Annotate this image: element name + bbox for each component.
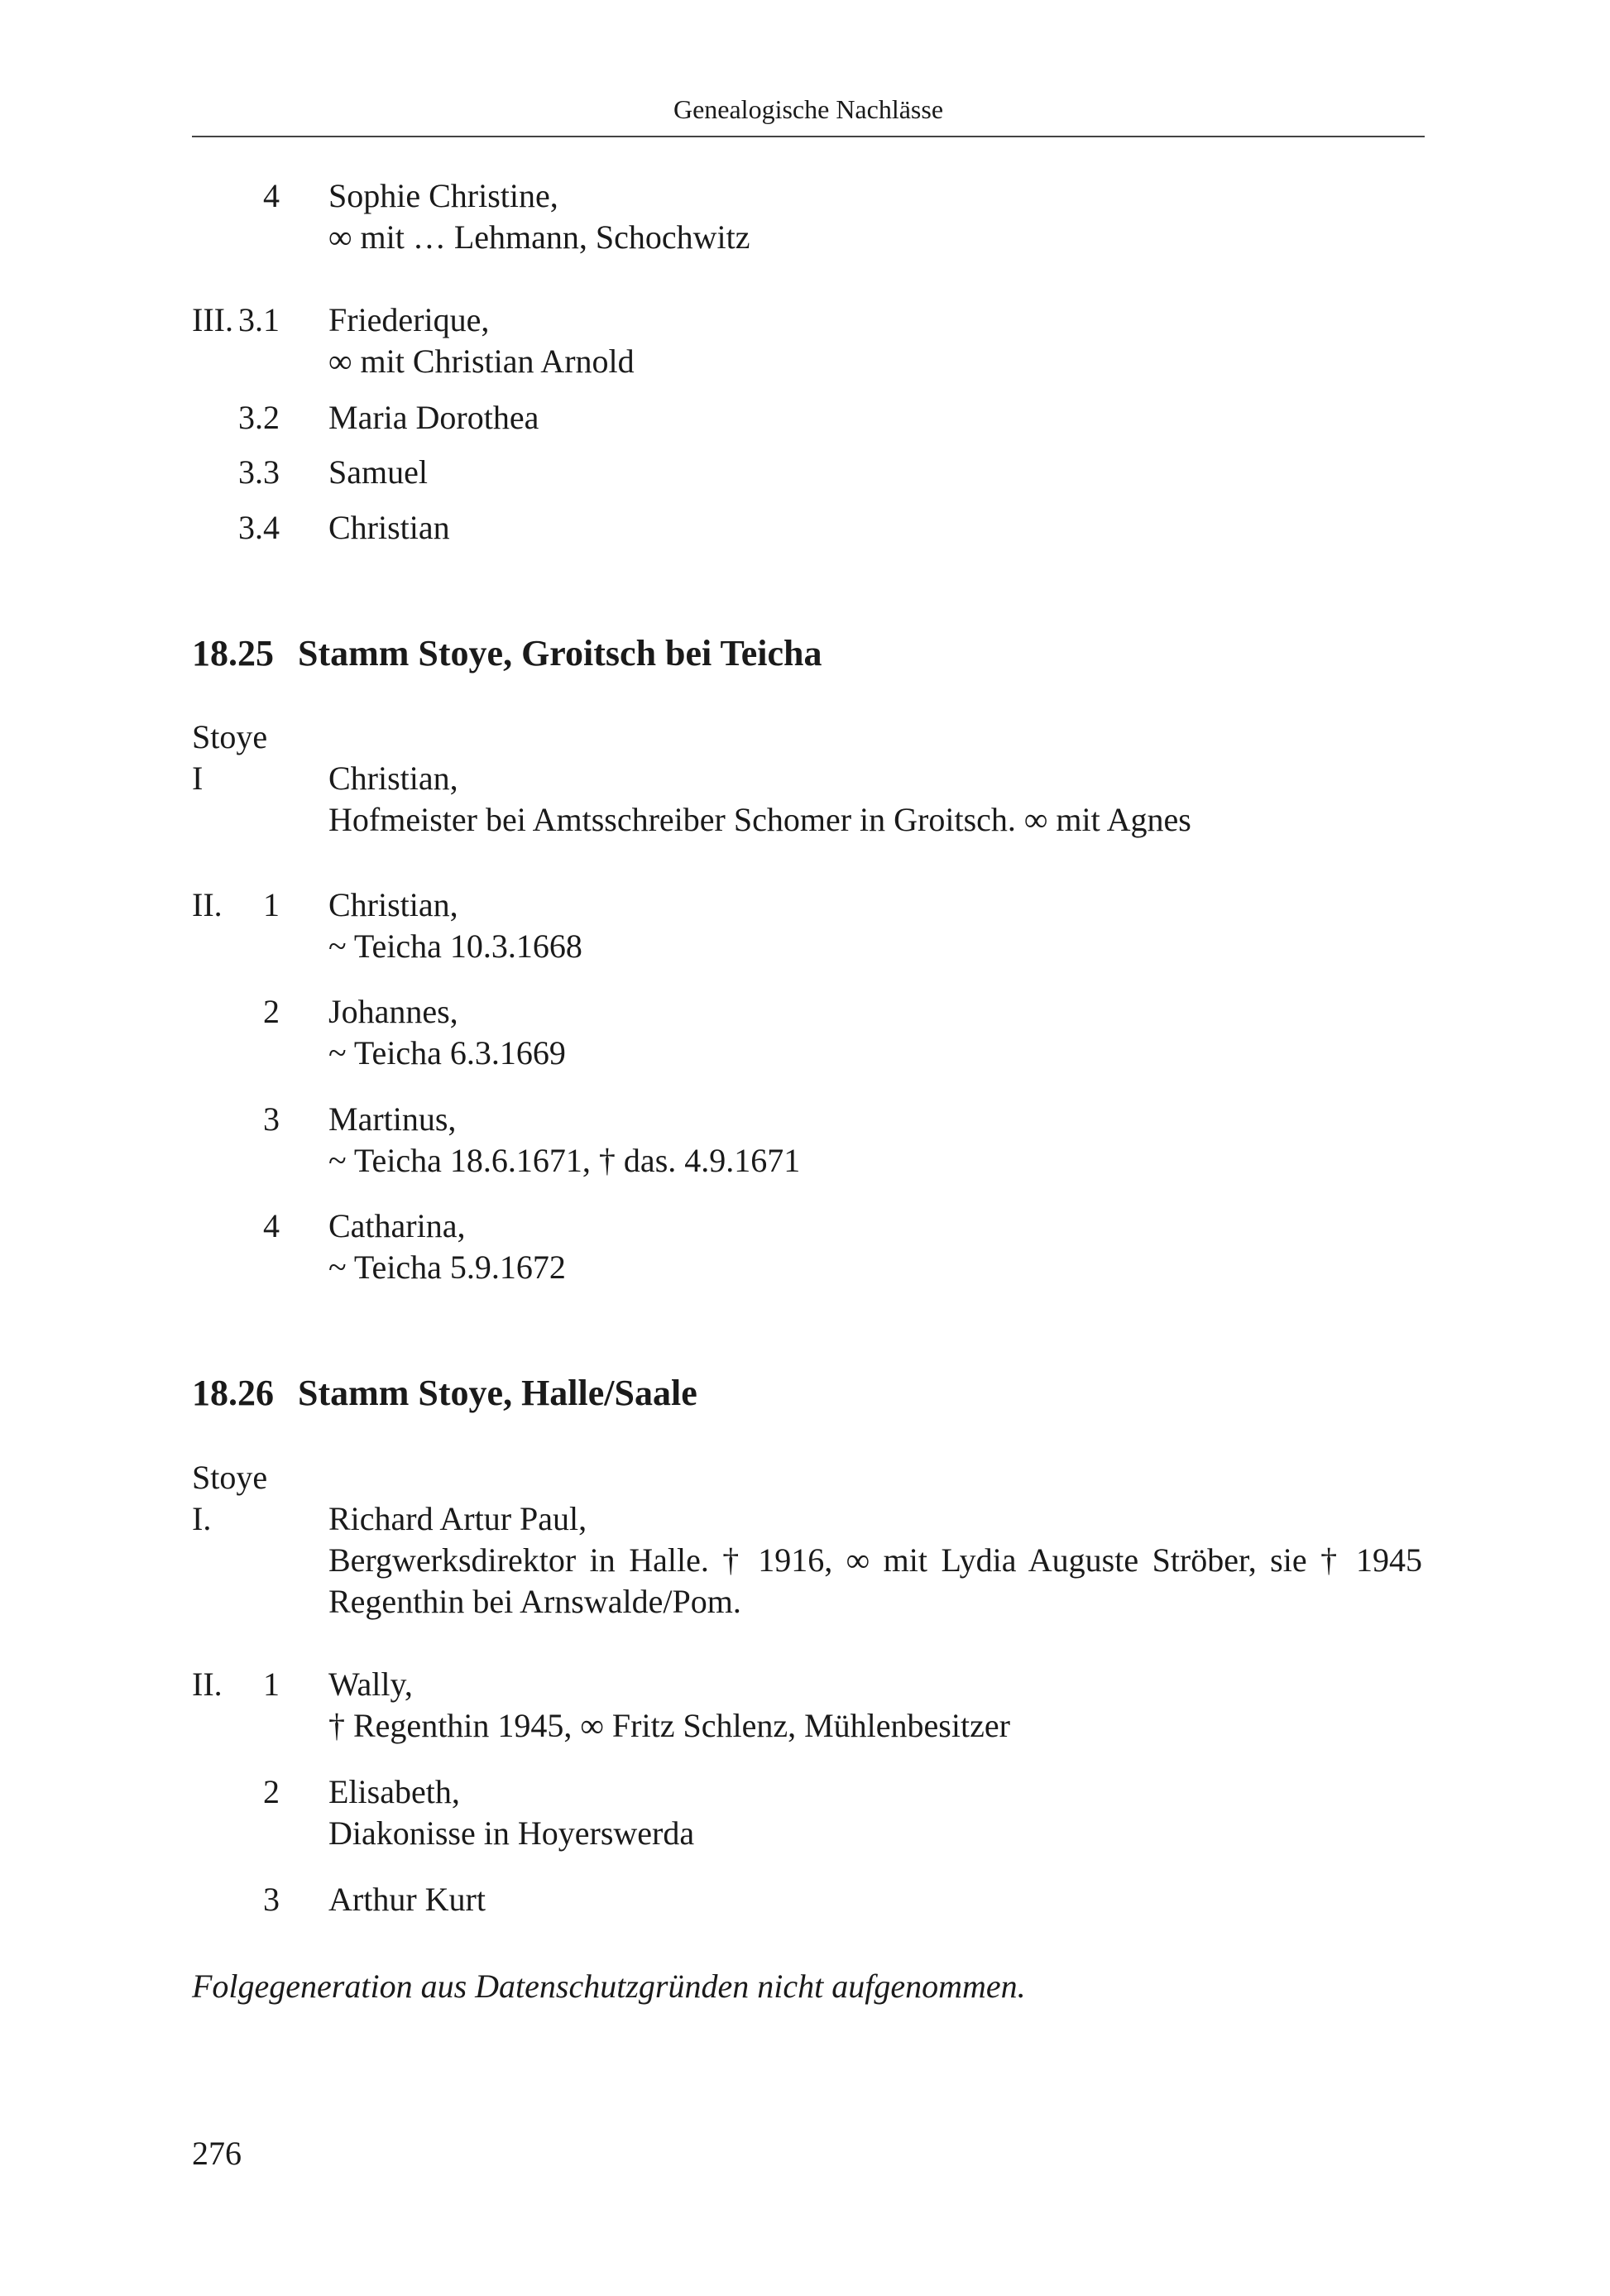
- generation-label: I: [192, 760, 204, 797]
- entry-number: 3.3: [238, 453, 280, 491]
- entry-name: Johannes,: [328, 993, 458, 1030]
- section-title: Stamm Stoye, Groitsch bei Teicha: [298, 633, 822, 673]
- entry-name: Friederique,: [328, 301, 490, 338]
- generation-label: I.: [192, 1500, 212, 1537]
- entry-number: 3.2: [238, 399, 280, 436]
- entry-detail: ∞ mit Christian Arnold: [328, 343, 635, 380]
- entry-number: 1: [263, 886, 280, 923]
- entry-detail: Regenthin bei Arnswalde/Pom.: [328, 1583, 741, 1620]
- entry-number: 1: [263, 1666, 280, 1703]
- entry-detail: Bergwerksdirektor in Halle. † 1916, ∞ mit Lydia Auguste Ströber, sie † 1945: [328, 1541, 1422, 1579]
- generation-label: III.: [192, 301, 233, 338]
- entry-name: Christian: [328, 509, 450, 546]
- entry-detail: † Regenthin 1945, ∞ Fritz Schlenz, Mühlenbesitzer: [328, 1707, 1010, 1744]
- running-header: Genealogische Nachlässe: [673, 94, 944, 124]
- entry-number: 3: [263, 1100, 280, 1138]
- section-number: 18.26: [192, 1373, 274, 1413]
- entry-number: 4: [263, 1207, 280, 1244]
- section-heading: [192, 631, 822, 676]
- generation-label: II.: [192, 1666, 223, 1703]
- entry-name: Elisabeth,: [328, 1773, 460, 1810]
- entry-name: Samuel: [328, 453, 428, 491]
- entry-name: Arthur Kurt: [328, 1881, 486, 1918]
- entry-detail: Hofmeister bei Amtsschreiber Schomer in Groitsch. ∞ mit Agnes: [328, 801, 1191, 838]
- entry-number: 2: [263, 993, 280, 1030]
- generation-label: II.: [192, 886, 223, 923]
- entry-name: Wally,: [328, 1666, 413, 1703]
- entry-name: Martinus,: [328, 1100, 457, 1138]
- family-name: Stoye: [192, 718, 268, 755]
- entry-name: Christian,: [328, 760, 458, 797]
- entry-name: Richard Artur Paul,: [328, 1500, 587, 1537]
- entry-detail: ~ Teicha 10.3.1668: [328, 928, 582, 965]
- entry-detail: ~ Teicha 18.6.1671, † das. 4.9.1671: [328, 1142, 801, 1179]
- family-name: Stoye: [192, 1459, 268, 1496]
- entry-number: 3.1: [238, 301, 280, 338]
- entry-detail: ∞ mit … Lehmann, Schochwitz: [328, 218, 750, 256]
- section-title: Stamm Stoye, Halle/Saale: [298, 1373, 697, 1413]
- header-rule: [192, 136, 1425, 137]
- entry-name: Maria Dorothea: [328, 399, 539, 436]
- section-number: 18.25: [192, 633, 274, 673]
- page-number: 276: [192, 2135, 242, 2172]
- section-heading: [192, 1371, 697, 1416]
- entry-name: Sophie Christine,: [328, 177, 558, 214]
- privacy-note: Folgegeneration aus Datenschutzgründen nicht aufgenommen.: [192, 1968, 1026, 2005]
- entry-detail: ~ Teicha 6.3.1669: [328, 1034, 566, 1071]
- entry-detail: ~ Teicha 5.9.1672: [328, 1249, 566, 1286]
- entry-detail: Diakonisse in Hoyerswerda: [328, 1814, 695, 1852]
- entry-number: 3: [263, 1881, 280, 1918]
- entry-number: 2: [263, 1773, 280, 1810]
- entry-name: Catharina,: [328, 1207, 466, 1244]
- entry-number: 3.4: [238, 509, 280, 546]
- entry-name: Christian,: [328, 886, 458, 923]
- entry-number: 4: [263, 177, 280, 214]
